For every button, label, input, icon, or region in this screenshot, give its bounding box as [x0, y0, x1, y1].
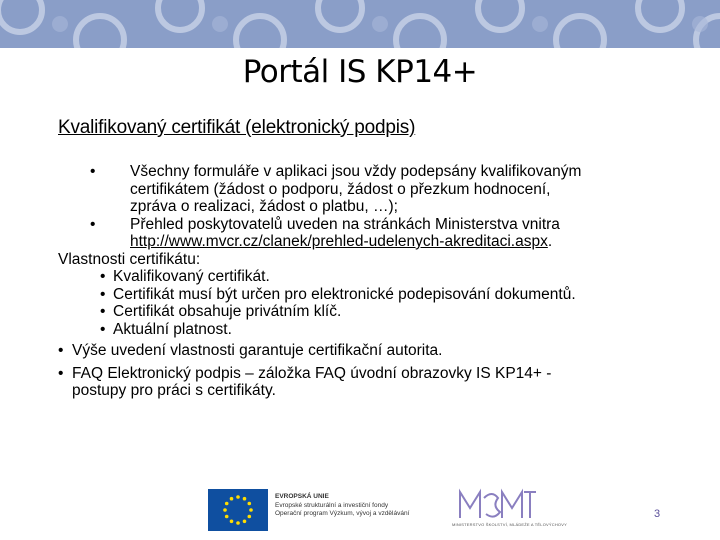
bullet-marker: •	[58, 342, 64, 359]
eu-star	[248, 515, 252, 519]
bullet-marker: •	[100, 320, 106, 338]
list-item	[58, 163, 678, 216]
list-item	[58, 303, 678, 321]
eu-star	[230, 497, 234, 501]
list-item-text: Certifikát musí být určen pro elektronické podepisování dokumentů.	[113, 285, 576, 303]
mvcr-link[interactable]: http://www.mvcr.cz/clanek/prehled-udelenych-akreditaci.aspx	[130, 233, 548, 250]
eu-star	[249, 508, 253, 512]
eu-logo-text	[275, 493, 409, 519]
eu-label: Operační program Výzkum, vývoj a vzdělávání	[275, 510, 410, 518]
eu-star	[243, 497, 247, 501]
list-item-text: Kvalifikovaný certifikát.	[113, 268, 270, 285]
list-item	[58, 321, 678, 339]
eu-star	[225, 502, 229, 506]
list-item-text: postupy pro práci s certifikáty.	[72, 382, 276, 399]
list-item	[58, 216, 678, 251]
eu-flag-logo	[208, 489, 268, 531]
list-item-text: FAQ Elektronický podpis – záložka FAQ úvodní obrazovky IS KP14+ -	[72, 364, 552, 382]
eu-star	[236, 521, 240, 525]
eu-label: Evropské strukturální a investiční fondy	[275, 501, 389, 509]
list-item-text: Aktuální platnost.	[113, 320, 232, 338]
banner-pattern	[0, 0, 720, 48]
eu-star	[225, 515, 229, 519]
list-item	[58, 342, 678, 360]
eu-star	[243, 520, 247, 524]
list-item	[58, 268, 678, 286]
properties-heading: Vlastnosti certifikátu:	[58, 250, 201, 268]
slide-content	[58, 163, 678, 400]
eu-stars-icon	[208, 489, 268, 531]
page-number: 3	[654, 508, 661, 520]
list-item-text: certifikátem (žádost o podporu, žádost o přezkum hodnocení,	[130, 180, 551, 198]
eu-label: EVROPSKÁ UNIE	[275, 493, 329, 500]
list-item	[58, 365, 678, 400]
bullet-marker: •	[100, 303, 106, 320]
page-title: Portál IS KP14+	[242, 54, 478, 90]
list-item-text: Výše uvedení vlastnosti garantuje certifikační autorita.	[72, 342, 443, 359]
list-item-text: Certifikát obsahuje privátním klíč.	[113, 303, 342, 320]
eu-star	[223, 508, 227, 512]
bullet-marker: •	[100, 268, 106, 285]
list-item-text: .	[547, 233, 553, 250]
list-item-text: Všechny formuláře v aplikaci jsou vždy podepsány kvalifikovaným	[130, 163, 582, 180]
eu-star	[248, 502, 252, 506]
slide-subtitle: Kvalifikovaný certifikát (elektronický podpis)	[58, 117, 416, 138]
bullet-marker: •	[58, 364, 64, 382]
bullet-marker: •	[100, 285, 106, 303]
eu-star	[230, 520, 234, 524]
ministry-label: MINISTERSTVO ŠKOLSTVÍ, MLÁDEŽE A TĚLOVÝCHOVY	[452, 522, 567, 527]
eu-star	[236, 495, 240, 499]
bullet-marker: •	[90, 215, 96, 233]
list-item-text: zpráva o realizaci, žádost o platbu, …);	[130, 198, 398, 215]
header-banner	[0, 0, 720, 48]
list-item	[58, 286, 678, 304]
list-item-text: Přehled poskytovatelů uveden na stránkách Ministerstva vnitra	[130, 215, 560, 233]
bullet-marker: •	[90, 163, 96, 180]
